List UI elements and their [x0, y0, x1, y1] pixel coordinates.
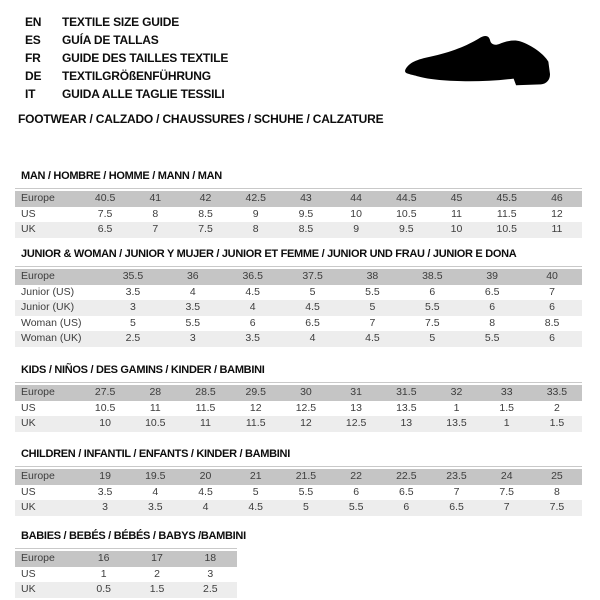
size-cell: 4.5 [198, 485, 213, 498]
size-cell: 12.5 [345, 417, 367, 429]
size-cell: 5.5 [484, 332, 500, 344]
section-babies [15, 530, 246, 598]
size-cell: 12 [551, 207, 563, 220]
size-cell: 44.5 [396, 192, 417, 204]
size-cell: 40 [546, 270, 558, 282]
section-children [15, 448, 582, 516]
size-cell: 4 [249, 301, 256, 313]
size-row-junior-us [15, 285, 582, 301]
section-kids [15, 364, 582, 432]
row-label: Junior (US) [21, 285, 75, 298]
size-cell: 9 [353, 223, 360, 235]
size-cell: 2.5 [125, 332, 141, 344]
size-cell: 7.5 [499, 485, 515, 498]
language-row-it [25, 85, 228, 103]
language-row-fr [25, 49, 228, 67]
size-cell: 12 [300, 417, 312, 429]
size-cell: 8.5 [198, 207, 213, 220]
size-cell: 7 [369, 316, 376, 329]
size-cell: 29.5 [245, 386, 266, 398]
language-guide-list [25, 13, 228, 103]
size-cell: 11.5 [496, 207, 517, 220]
size-cell: 11 [451, 207, 462, 220]
size-cell: 44 [350, 192, 362, 204]
dress-shoe-icon [392, 18, 574, 102]
row-label: UK [21, 417, 36, 429]
size-table-kids [15, 382, 582, 432]
size-cell: 6 [429, 285, 436, 298]
size-row-uk [15, 416, 582, 432]
size-cell: 3.5 [148, 501, 163, 513]
language-label: GUIDE DES TAILLES TEXTILE [62, 51, 229, 65]
size-row-junior-uk [15, 300, 582, 316]
size-cell: 2 [554, 401, 560, 414]
size-cell: 10 [99, 417, 111, 429]
size-cell: 23.5 [446, 470, 467, 482]
size-cell: 5.5 [425, 301, 440, 313]
language-label: GUÍA DE TALLAS [62, 33, 159, 47]
size-cell: 21 [249, 470, 262, 482]
size-cell: 33 [500, 386, 513, 398]
size-cell: 3.5 [185, 301, 201, 313]
size-cell: 9.5 [399, 223, 414, 235]
section-title-man: MAN / HOMBRE / HOMME / MANN / MAN [21, 170, 222, 182]
size-cell: 43 [300, 192, 312, 204]
language-code: DE [25, 69, 42, 83]
size-row-woman-uk [15, 331, 582, 347]
size-cell: 32 [450, 386, 463, 398]
size-cell: 31.5 [396, 386, 417, 398]
row-label: Europe [21, 552, 55, 564]
size-cell: 6 [249, 316, 256, 329]
size-cell: 11.5 [245, 417, 266, 429]
size-cell: 45 [450, 192, 463, 204]
size-cell: 7 [503, 501, 510, 513]
size-cell: 3.5 [125, 285, 141, 298]
section-title-kids: KIDS / NIÑOS / DES GAMINS / KINDER / BAMBINI [21, 364, 265, 376]
size-row-us [15, 485, 582, 501]
size-cell: 4.5 [248, 501, 264, 513]
language-label: TEXTILGRÖßENFÜHRUNG [62, 69, 211, 83]
size-row-uk [15, 500, 582, 516]
size-cell: 10 [350, 207, 362, 220]
size-cell: 36.5 [242, 270, 263, 282]
size-cell: 2 [154, 567, 160, 580]
size-row-uk [15, 582, 237, 598]
language-label: TEXTILE SIZE GUIDE [62, 15, 180, 29]
size-cell: 13.5 [396, 401, 417, 414]
size-cell: 4.5 [365, 332, 380, 344]
size-cell: 3 [130, 301, 136, 313]
size-cell: 4 [189, 285, 196, 298]
size-row-us [15, 207, 582, 223]
size-cell: 7.5 [549, 501, 565, 513]
size-cell: 36 [186, 270, 199, 282]
size-cell: 13.5 [446, 417, 467, 429]
size-cell: 38.5 [422, 270, 443, 282]
size-cell: 22.5 [396, 470, 417, 482]
size-cell: 5 [302, 501, 309, 513]
size-cell: 38 [366, 270, 379, 282]
size-cell: 1 [503, 417, 510, 429]
size-cell: 5 [429, 332, 436, 344]
size-cell: 4.5 [245, 285, 260, 298]
size-row-us [15, 567, 237, 583]
row-label: UK [21, 223, 36, 235]
size-cell: 17 [151, 552, 163, 564]
size-cell: 5 [252, 485, 259, 498]
size-cell: 10.5 [94, 401, 116, 414]
size-cell: 10.5 [396, 207, 417, 220]
size-cell: 1 [453, 401, 460, 414]
size-cell: 30 [300, 386, 312, 398]
size-cell: 8 [252, 223, 259, 235]
size-cell: 6 [549, 301, 555, 313]
size-cell: 6.5 [305, 316, 320, 329]
size-cell: 13 [350, 401, 362, 414]
size-cell: 4 [202, 501, 209, 513]
size-table-junior-woman [15, 266, 582, 347]
size-cell: 7.5 [97, 207, 113, 220]
size-cell: 10 [450, 223, 463, 235]
size-row-us [15, 401, 582, 417]
size-cell: 4 [152, 485, 159, 498]
size-cell: 19 [99, 470, 111, 482]
size-cell: 41 [149, 192, 162, 204]
language-label: GUIDA ALLE TAGLIE TESSILI [62, 87, 225, 101]
size-cell: 16 [97, 552, 110, 564]
row-label: Europe [21, 470, 55, 482]
size-cell: 7.5 [198, 223, 213, 235]
size-cell: 5 [369, 301, 376, 313]
size-cell: 22 [350, 470, 362, 482]
size-cell: 37.5 [302, 270, 323, 282]
size-cell: 25 [551, 470, 563, 482]
row-label: US [21, 207, 36, 220]
size-cell: 28.5 [195, 386, 216, 398]
size-cell: 21.5 [295, 470, 317, 482]
category-heading: FOOTWEAR / CALZADO / CHAUSSURES / SCHUHE / CALZATURE [18, 112, 384, 126]
size-row-europe [15, 269, 582, 285]
size-cell: 9.5 [298, 207, 314, 220]
size-cell: 1.5 [549, 417, 565, 429]
size-cell: 6.5 [97, 223, 113, 235]
size-cell: 8 [489, 316, 496, 329]
size-cell: 6 [549, 332, 555, 344]
size-row-europe [15, 191, 582, 207]
size-cell: 27.5 [94, 386, 116, 398]
size-cell: 42 [199, 192, 212, 204]
row-label: Europe [21, 192, 55, 204]
size-table-babies [15, 548, 237, 598]
size-cell: 6 [489, 301, 496, 313]
size-row-europe [15, 551, 237, 567]
size-cell: 2.5 [203, 583, 218, 595]
row-label: US [21, 401, 36, 414]
size-cell: 19.5 [145, 470, 166, 482]
size-cell: 3.5 [97, 485, 113, 498]
size-cell: 40.5 [94, 192, 116, 204]
size-cell: 5 [130, 316, 136, 329]
size-cell: 7 [152, 223, 159, 235]
size-cell: 39 [486, 270, 499, 282]
size-cell: 6.5 [449, 501, 464, 513]
size-cell: 1 [100, 567, 107, 580]
size-cell: 9 [252, 207, 259, 220]
language-code: EN [25, 15, 42, 29]
section-man [15, 170, 582, 238]
size-cell: 1.5 [149, 583, 165, 595]
size-cell: 13 [400, 417, 413, 429]
language-code: ES [25, 33, 41, 47]
size-cell: 28 [149, 386, 162, 398]
section-title-babies: BABIES / BEBÉS / BÉBÉS / BABYS /BAMBINI [21, 530, 246, 542]
size-cell: 8.5 [544, 316, 560, 329]
section-junior-woman [15, 248, 582, 347]
size-cell: 4 [309, 332, 316, 344]
size-cell: 3 [189, 332, 196, 344]
size-cell: 5.5 [185, 316, 201, 329]
size-cell: 5 [309, 285, 316, 298]
row-label: UK [21, 501, 36, 513]
size-cell: 8 [152, 207, 159, 220]
language-row-en [25, 13, 228, 31]
size-cell: 3 [207, 567, 214, 580]
size-cell: 11 [200, 417, 211, 429]
size-table-man [15, 188, 582, 238]
size-cell: 3.5 [245, 332, 260, 344]
size-cell: 0.5 [96, 583, 111, 595]
size-cell: 35.5 [122, 270, 144, 282]
row-label: Woman (US) [21, 316, 82, 329]
size-cell: 45.5 [496, 192, 517, 204]
row-label: Europe [21, 386, 55, 398]
size-cell: 5.5 [298, 485, 314, 498]
section-title-children: CHILDREN / INFANTIL / ENFANTS / KINDER / BAMBINI [21, 448, 290, 460]
size-cell: 1.5 [499, 401, 515, 414]
size-cell: 11 [551, 223, 563, 235]
size-cell: 7.5 [425, 316, 440, 329]
size-cell: 42.5 [245, 192, 266, 204]
size-cell: 11.5 [195, 401, 216, 414]
size-cell: 6 [403, 501, 410, 513]
size-cell: 6 [353, 485, 360, 498]
size-cell: 24 [500, 470, 513, 482]
size-cell: 12 [249, 401, 262, 414]
row-label: UK [21, 583, 36, 595]
size-cell: 18 [204, 552, 217, 564]
size-table-children [15, 466, 582, 516]
language-row-es [25, 31, 228, 49]
size-cell: 10.5 [145, 417, 166, 429]
section-title-junior-woman: JUNIOR & WOMAN / JUNIOR Y MUJER / JUNIOR ET FEMME / JUNIOR UND FRAU / JUNIOR E DONA [21, 248, 517, 260]
size-cell: 8.5 [298, 223, 314, 235]
size-row-europe [15, 469, 582, 485]
size-cell: 46 [551, 192, 563, 204]
row-label: US [21, 485, 36, 498]
size-cell: 7 [549, 285, 555, 298]
row-label: Junior (UK) [21, 301, 75, 313]
size-cell: 5.5 [365, 285, 380, 298]
size-row-uk [15, 222, 582, 238]
size-cell: 12.5 [295, 401, 317, 414]
size-cell: 33.5 [546, 386, 568, 398]
language-code: IT [25, 87, 36, 101]
size-row-woman-us [15, 316, 582, 332]
size-cell: 5.5 [348, 501, 364, 513]
size-cell: 7 [453, 485, 460, 498]
row-label: Woman (UK) [21, 332, 82, 344]
size-cell: 4.5 [305, 301, 320, 313]
size-cell: 11 [149, 401, 161, 414]
size-cell: 6.5 [484, 285, 500, 298]
size-row-europe [15, 385, 582, 401]
size-cell: 6.5 [399, 485, 414, 498]
size-cell: 10.5 [496, 223, 517, 235]
row-label: US [21, 567, 36, 580]
language-row-de [25, 67, 228, 85]
size-cell: 20 [199, 470, 212, 482]
language-code: FR [25, 51, 41, 65]
size-cell: 3 [102, 501, 109, 513]
size-cell: 31 [350, 386, 362, 398]
size-cell: 8 [554, 485, 560, 498]
row-label: Europe [21, 270, 55, 282]
